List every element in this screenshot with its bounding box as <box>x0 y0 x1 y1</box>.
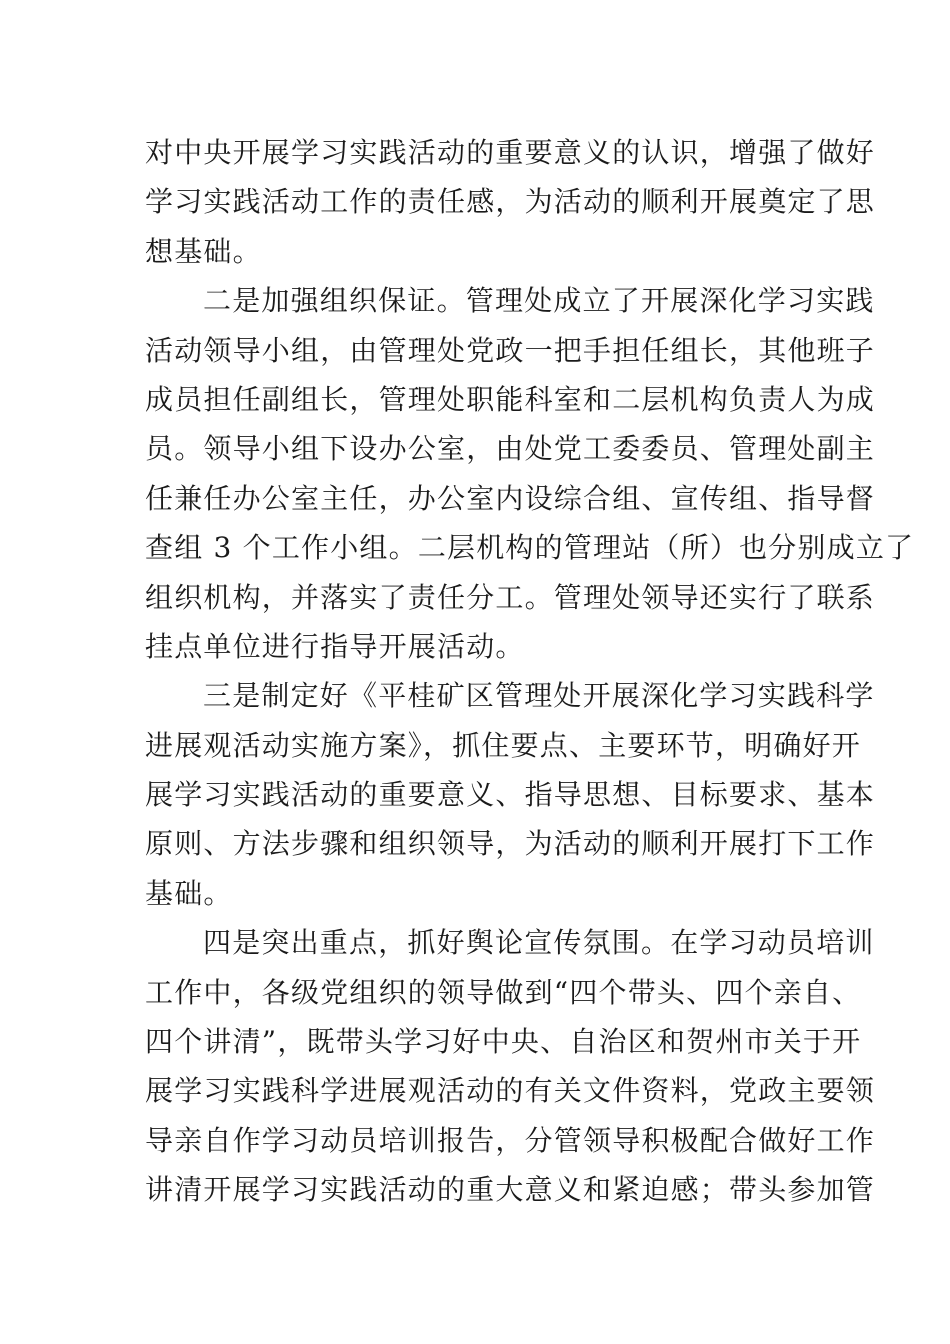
text-line: 任兼任办公室主任，办公室内设综合组、宣传组、指导督 <box>145 481 876 515</box>
text-line: 成员担任副组长，管理处职能科室和二层机构负责人为成 <box>145 382 876 416</box>
text-line: 展学习实践科学进展观活动的有关文件资料，党政主要领 <box>145 1074 876 1108</box>
text-line: 原则、方法步骤和组织领导，为活动的顺利开展打下工作 <box>145 827 876 861</box>
paragraph-first-line: 二是加强组织保证。管理处成立了开展深化学习实践 <box>203 284 875 318</box>
text-line: 展学习实践活动的重要意义、指导思想、目标要求、基本 <box>145 778 876 812</box>
text-line: 员。领导小组下设办公室，由处党工委委员、管理处副主 <box>145 432 876 466</box>
text-line: 组织机构，并落实了责任分工。管理处领导还实行了联系 <box>145 580 876 614</box>
text-line: 工作中，各级党组织的领导做到“四个带头、四个亲自、 <box>145 975 862 1009</box>
text-line: 导亲自作学习动员培训报告，分管领导积极配合做好工作 <box>145 1123 876 1157</box>
text-line: 活动领导小组，由管理处党政一把手担任组长，其他班子 <box>145 333 876 367</box>
text-line: 对中央开展学习实践活动的重要意义的认识，增强了做好 <box>145 136 876 169</box>
text-line: 讲清开展学习实践活动的重大意义和紧迫感；带头参加管 <box>145 1173 876 1207</box>
text-line: 挂点单位进行指导开展活动。 <box>145 629 525 663</box>
paragraph-first-line: 三是制定好《平桂矿区管理处开展深化学习实践科学 <box>203 679 875 713</box>
text-line: 四个讲清”，既带头学习好中央、自治区和贺州市关于开 <box>145 1025 862 1059</box>
text-line: 进展观活动实施方案》，抓住要点、主要环节，明确好开 <box>145 728 862 762</box>
text-line: 基础。 <box>145 876 233 910</box>
document-body <box>145 128 915 1215</box>
paragraph-first-line: 四是突出重点，抓好舆论宣传氛围。在学习动员培训 <box>203 926 875 960</box>
text-line: 查组 3 个工作小组。二层机构的管理站（所）也分别成立了 <box>145 531 915 565</box>
text-line: 学习实践活动工作的责任感，为活动的顺利开展奠定了思 <box>145 185 876 219</box>
text-line: 想基础。 <box>145 234 262 268</box>
